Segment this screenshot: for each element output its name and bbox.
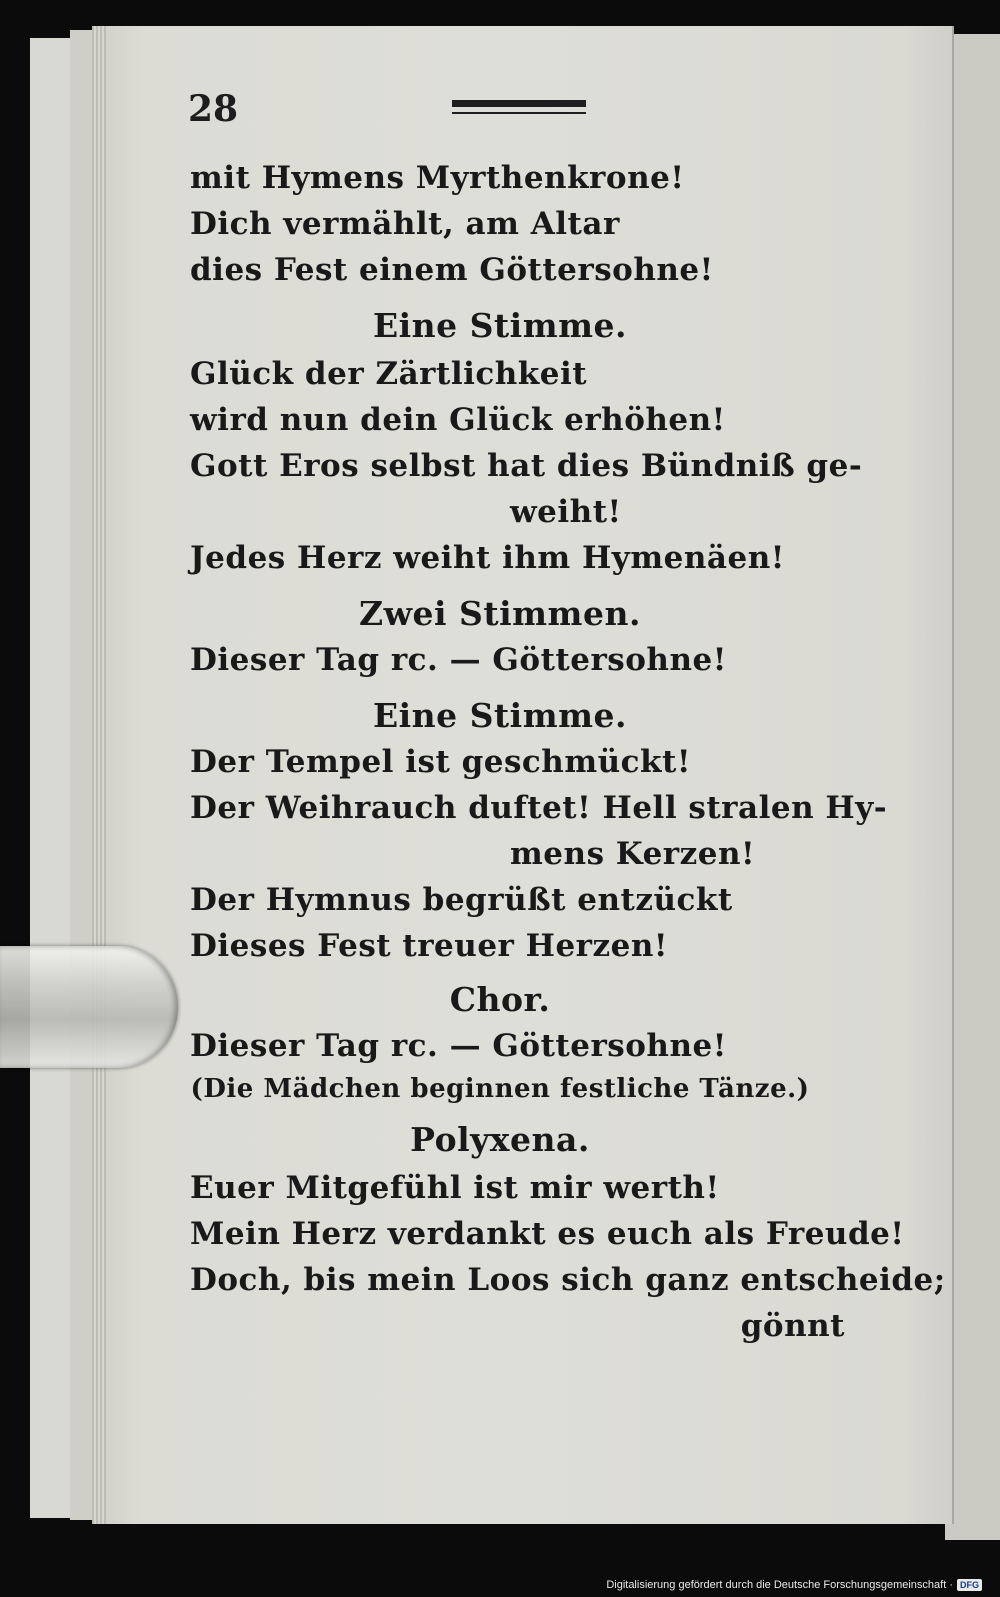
- text-line: Glück der Zärtlichkeit: [190, 356, 588, 392]
- text-line: dies Fest einem Göttersohne!: [190, 252, 714, 288]
- speaker-heading: Zwei Stimmen.: [359, 594, 641, 633]
- dfg-logo: DFG: [957, 1579, 982, 1591]
- text-line: Der Weihrauch duftet! Hell stralen Hy-: [190, 790, 888, 826]
- digitization-credit: [606, 1579, 982, 1591]
- text-line: Doch, bis mein Loos sich ganz entscheide;: [190, 1262, 946, 1298]
- header-rule-thin: [452, 112, 586, 114]
- text-line: Mein Herz verdankt es euch als Freude!: [190, 1216, 905, 1252]
- text-line: Dieser Tag rc. — Göttersohne!: [190, 642, 727, 678]
- text-line: Der Hymnus begrüßt entzückt: [190, 882, 733, 918]
- text-line: Euer Mitgefühl ist mir werth!: [190, 1170, 720, 1206]
- text-line: wird nun dein Glück erhöhen!: [190, 402, 726, 438]
- text-line-continuation: weiht!: [510, 494, 622, 530]
- text-line: Dieser Tag rc. — Göttersohne!: [190, 1028, 727, 1064]
- text-line: Dich vermählt, am Altar: [190, 206, 620, 242]
- text-line: Der Tempel ist geschmückt!: [190, 744, 691, 780]
- page-edges: [92, 26, 106, 1524]
- header-rule-thick: [452, 100, 586, 107]
- catchword: gönnt: [740, 1308, 845, 1344]
- speaker-heading: Eine Stimme.: [372, 306, 628, 345]
- text-line: mit Hymens Myrthenkrone!: [190, 160, 685, 196]
- page-number: 28: [188, 88, 239, 130]
- speaker-heading: Eine Stimme.: [372, 696, 628, 735]
- credit-text: Digitalisierung gefördert durch die Deutsche Forschungsgemeinschaft ·: [606, 1579, 953, 1591]
- text-line: Gott Eros selbst hat dies Bündniß ge-: [190, 448, 863, 484]
- glass-page-clip: [0, 946, 178, 1068]
- speaker-heading: Chor.: [449, 980, 551, 1019]
- text-line: Dieses Fest treuer Herzen!: [190, 928, 668, 964]
- stage-direction: (Die Mädchen beginnen festliche Tänze.): [190, 1074, 810, 1104]
- speaker-heading: Polyxena.: [410, 1120, 590, 1159]
- text-line-continuation: mens Kerzen!: [510, 836, 756, 872]
- text-line: Jedes Herz weiht ihm Hymenäen!: [190, 540, 785, 576]
